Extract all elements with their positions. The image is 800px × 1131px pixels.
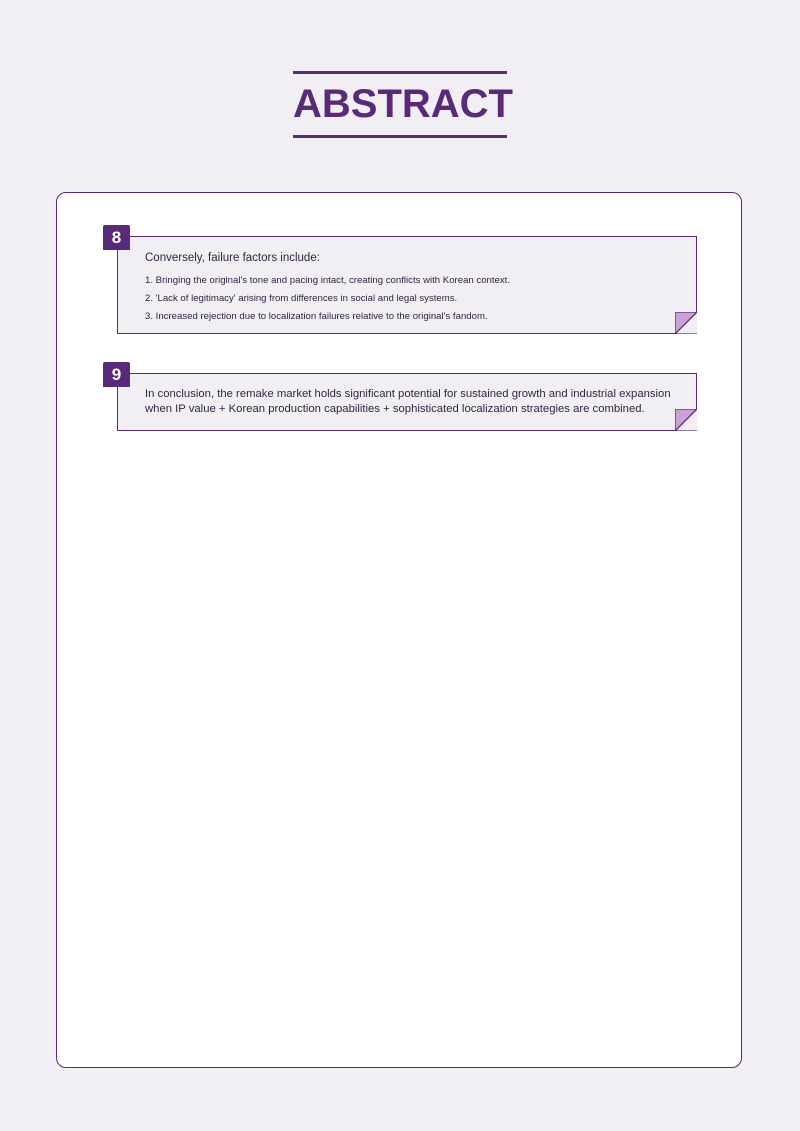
title-rule-bottom — [293, 135, 507, 138]
note-number-badge: 9 — [103, 362, 130, 387]
conclusion-paragraph — [145, 387, 690, 417]
note-number-badge: 8 — [103, 225, 130, 250]
paragraph-line: In conclusion, the remake market holds significant potential for sustained growth and industrial expansion — [145, 388, 671, 400]
title-rule-top — [293, 71, 507, 74]
paragraph-line: when IP value + Korean production capabilities + sophisticated localization strategies are combined. — [145, 403, 645, 415]
note-card-9 — [117, 373, 697, 431]
page-title: ABSTRACT — [293, 82, 513, 126]
list-item: 2. 'Lack of legitimacy' arising from differences in social and legal systems. — [145, 293, 458, 304]
note-lead-text: Conversely, failure factors include: — [145, 252, 320, 264]
list-item: 3. Increased rejection due to localization failures relative to the original's fandom. — [145, 311, 488, 322]
page-title-block — [293, 71, 513, 139]
failure-factors-list — [145, 272, 510, 326]
note-card-8 — [117, 236, 697, 334]
page-fold-icon — [675, 409, 697, 431]
page-fold-icon — [675, 312, 697, 334]
list-item: 1. Bringing the original's tone and pacing intact, creating conflicts with Korean context. — [145, 275, 511, 286]
